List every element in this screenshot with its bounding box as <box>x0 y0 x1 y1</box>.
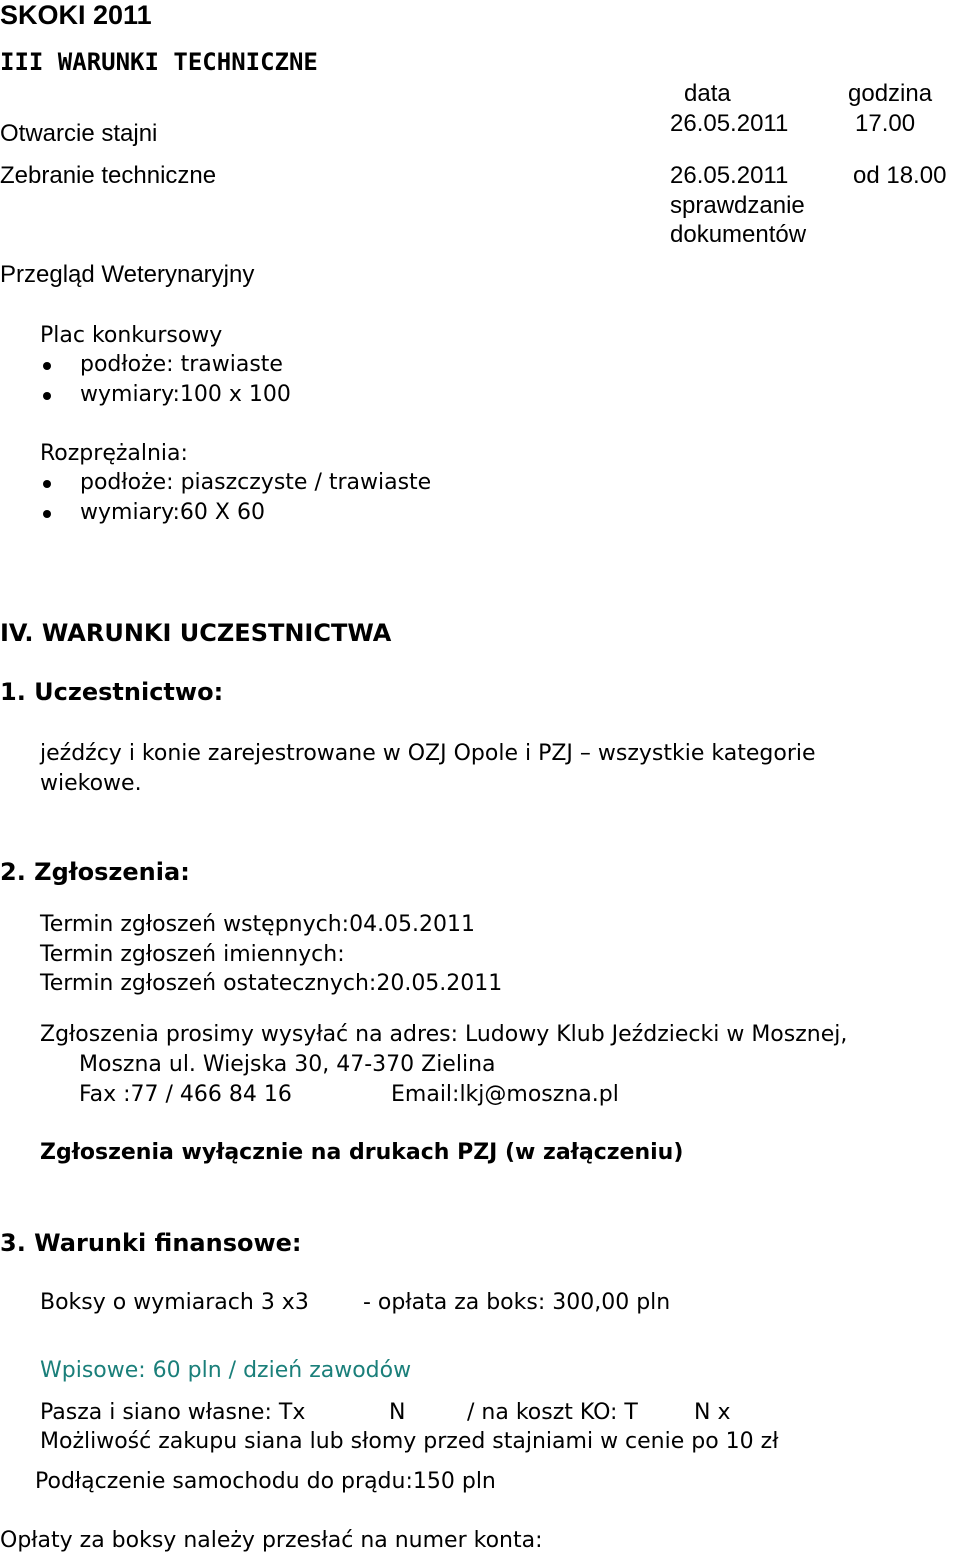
warmup-surface: podłoże: piaszczyste / trawiaste <box>80 470 432 495</box>
boxes-size: Boksy o wymiarach 3 x3 <box>40 1290 309 1315</box>
entries-address-line2: Moszna ul. Wiejska 30, 47-370 Zielina <box>79 1052 496 1077</box>
arena-surface: podłoże: trawiaste <box>80 352 283 377</box>
subsection-financial: 3. Warunki finansowe: <box>0 1229 302 1257</box>
entry-fee: Wpisowe: 60 pln / dzień zawodów <box>40 1358 412 1383</box>
subsection-entries: 2. Zgłoszenia: <box>0 858 190 886</box>
schedule-note-line1: sprawdzanie <box>670 192 805 219</box>
deadline-nominal: Termin zgłoszeń imiennych: <box>40 942 345 967</box>
boxes-fee: - opłata za boks: 300,00 pln <box>363 1290 671 1315</box>
warmup-dimensions: wymiary:60 X 60 <box>80 500 265 525</box>
entries-address-line1: Zgłoszenia prosimy wysyłać na adres: Ludowy Klub Jeździecki w Mosznej, <box>40 1022 848 1047</box>
schedule-date-technical-meeting: 26.05.2011 <box>670 162 789 189</box>
schedule-time-stable-opening: 17.00 <box>855 110 916 137</box>
feed-own-n: N <box>389 1400 406 1425</box>
section-heading-iv: IV. WARUNKI UCZESTNICTWA <box>0 619 392 647</box>
bullet-dot <box>43 480 51 488</box>
schedule-time-technical-meeting: od 18.00 <box>853 162 947 189</box>
bullet-dot <box>43 392 51 400</box>
feed-organizer-nx: N x <box>694 1400 731 1425</box>
participation-text-line1: jeźdźcy i konie zarejestrowane w OZJ Opole i PZJ – wszystkie kategorie <box>40 741 816 766</box>
column-header-time: godzina <box>848 80 933 107</box>
column-header-date: data <box>684 80 731 107</box>
arena-dimensions: wymiary:100 x 100 <box>80 382 291 407</box>
feed-organizer: / na koszt KO: T <box>467 1400 638 1425</box>
bullet-dot <box>43 510 51 518</box>
entries-forms-note: Zgłoszenia wyłącznie na drukach PZJ (w załączeniu) <box>40 1140 684 1165</box>
vet-inspection-label: Przegląd Weterynaryjny <box>0 261 255 288</box>
deadline-final: Termin zgłoszeń ostatecznych:20.05.2011 <box>40 971 503 996</box>
payment-note: Opłaty za boksy należy przesłać na numer konta: <box>0 1528 543 1553</box>
hay-purchase-note: Możliwość zakupu siana lub słomy przed stajniami w cenie po 10 zł <box>40 1429 779 1454</box>
subsection-participation: 1. Uczestnictwo: <box>0 678 224 706</box>
schedule-note-line2: dokumentów <box>670 221 807 248</box>
page-title: SKOKI 2011 <box>0 0 152 30</box>
section-heading-iii: III WARUNKI TECHNICZNE <box>0 48 318 76</box>
bullet-dot <box>43 362 51 370</box>
schedule-label-stable-opening: Otwarcie stajni <box>0 120 158 147</box>
arena-title: Plac konkursowy <box>40 323 223 348</box>
participation-text-line2: wiekowe. <box>40 771 142 796</box>
schedule-label-technical-meeting: Zebranie techniczne <box>0 162 217 189</box>
power-connection-fee: Podłączenie samochodu do prądu:150 pln <box>35 1469 496 1494</box>
deadline-preliminary: Termin zgłoszeń wstępnych:04.05.2011 <box>40 912 476 937</box>
schedule-date-stable-opening: 26.05.2011 <box>670 110 789 137</box>
entries-email: Email:lkj@moszna.pl <box>391 1082 619 1107</box>
warmup-title: Rozprężalnia: <box>40 441 188 466</box>
feed-own: Pasza i siano własne: Tx <box>40 1400 306 1425</box>
entries-fax: Fax :77 / 466 84 16 <box>79 1082 292 1107</box>
